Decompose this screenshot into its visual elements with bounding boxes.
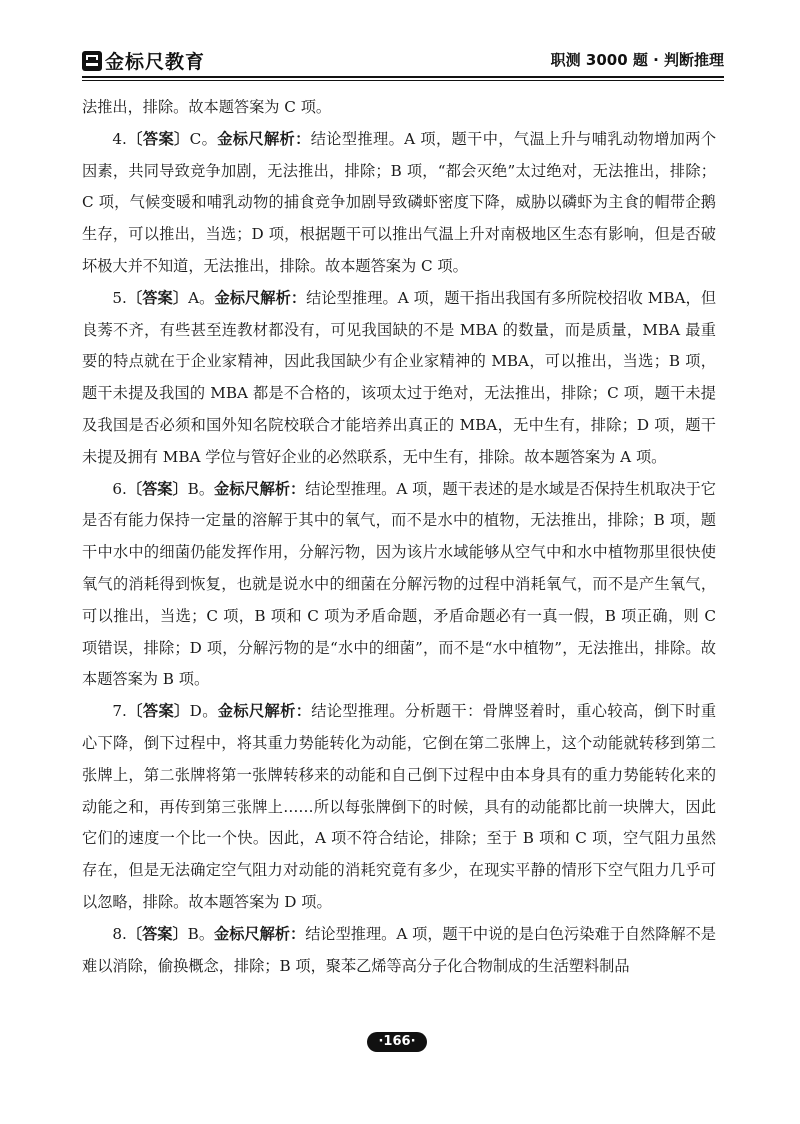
answer-letter: C。	[189, 129, 218, 148]
analysis-text: 结论型推理。分析题干：骨牌竖着时，重心较高，倒下时重心下降，倒下过程中，将其重力势能转化为动能，它倒在第二张牌上，这个动能就转移到第二张牌上，第二张牌将第一张牌转移来的动能和自己倒下过程中由本身具有的重力势能转化来的动能之和，再传到第三张牌上……所以每张牌倒下的时候，具有的动能都比前一块牌大，因此它们的速度一个比一个快。因此，A 项不符合结论，排除；至于 B 项和 C 项，空气阻力虽然存在，但是无法确定空气阻力对动能的消耗究竟有多少，在现实平静的情形下空气阻力几乎可以忽略，排除。故本题答案为 D 项。	[82, 702, 717, 911]
page-number-value: 166	[383, 1034, 411, 1049]
answer-item-7	[82, 696, 716, 919]
answer-item-5	[82, 283, 716, 474]
analysis-label: 金标尺解析：	[214, 479, 306, 498]
answer-tag: 〔答案〕	[126, 129, 190, 148]
analysis-label: 金标尺解析：	[217, 129, 311, 148]
item-number: 4.	[112, 129, 127, 148]
answer-item-4	[82, 124, 716, 283]
analysis-label: 金标尺解析：	[214, 288, 307, 307]
answer-tag: 〔答案〕	[126, 288, 189, 307]
analysis-text: 结论型推理。A 项，题干中，气温上升与哺乳动物增加两个因素，共同导致竞争加剧，无法推出，排除；B 项，“都会灭绝”太过绝对，无法推出，排除；C 项，气候变暖和哺乳动物的捕食竞争加剧导致磷虾密度下降，威胁以磷虾为主食的帽带企鹅生存，可以推出，当选；D 项，根据题干可以推出气温上升对南极地区生态有影响，但是否破坏极大并不知道，无法推出，排除。故本题答案为 C 项。	[82, 129, 717, 275]
header-rule-thin	[82, 80, 724, 81]
answer-letter: A。	[188, 288, 215, 307]
analysis-label: 金标尺解析：	[217, 702, 312, 721]
answer-letter: B。	[187, 479, 215, 498]
publisher-logo	[82, 47, 205, 74]
item-number: 6.	[112, 479, 127, 498]
analysis-text: 结论型推理。A 项，题干指出我国有多所院校招收 MBA，但良莠不齐，有些甚至连教材都没有，可见我国缺的不是 MBA 的数量，而是质量，MBA 最重要的特点就在于企业家精神，因此我国缺少有企业家精神的 MBA，可以推出，当选；B 项，题干未提及我国的 MBA 都是不合格的，该项太过于绝对，无法推出，排除；C 项，题干未提及我国是否必须和国外知名院校联合才能培养出真正的 MBA，无中生有，排除；D 项，题干未提及拥有 MBA 学位与管好企业的必然联系，无中生有，排除。故本题答案为 A 项。	[82, 288, 717, 466]
analysis-text: 结论型推理。A 项，题干表述的是水域是否保持生机取决于它是否有能力保持一定量的溶解于其中的氧气，而不是水中的植物，无法推出，排除；B 项，题干中水中的细菌仍能发挥作用，分解污物，因为该片水域能够从空气中和水中植物那里很快使氧气的消耗得到恢复，也就是说水中的细菌在分解污物的过程中消耗氧气，而不是产生氧气，可以推出，当选；C 项，B 项和 C 项为矛盾命题，矛盾命题必有一真一假，B 项正确，则 C 项错误，排除；D 项，分解污物的是“水中的细菌”，而不是“水中植物”，无法推出，排除。故本题答案为 B 项。	[82, 479, 716, 689]
logo-icon	[82, 51, 102, 71]
logo-text: 金标尺教育	[105, 51, 206, 73]
answer-tag: 〔答案〕	[126, 702, 190, 721]
analysis-text: 结论型推理。A 项，题干中说的是白色污染难于自然降解不是难以消除，偷换概念，排除；B 项，聚苯乙烯等高分子化合物制成的生活塑料制品	[82, 924, 716, 975]
analysis-label: 金标尺解析：	[214, 924, 306, 943]
answer-letter: D。	[189, 702, 218, 721]
item-number: 7.	[112, 702, 127, 721]
item-number: 8.	[112, 924, 127, 943]
answer-item-6	[82, 474, 716, 697]
answer-tag: 〔答案〕	[126, 924, 188, 943]
answer-item-8	[82, 919, 716, 983]
answer-letter: B。	[187, 924, 215, 943]
page-number: ·166·	[367, 1032, 427, 1052]
continued-paragraph: 法推出，排除。故本题答案为 C 项。	[82, 98, 332, 116]
book-title: 职测 3000 题 · 判断推理	[550, 51, 724, 69]
answer-tag: 〔答案〕	[126, 479, 188, 498]
item-number: 5.	[112, 288, 127, 307]
page-header	[82, 41, 724, 81]
page-content	[82, 92, 716, 982]
header-rule	[82, 76, 724, 78]
